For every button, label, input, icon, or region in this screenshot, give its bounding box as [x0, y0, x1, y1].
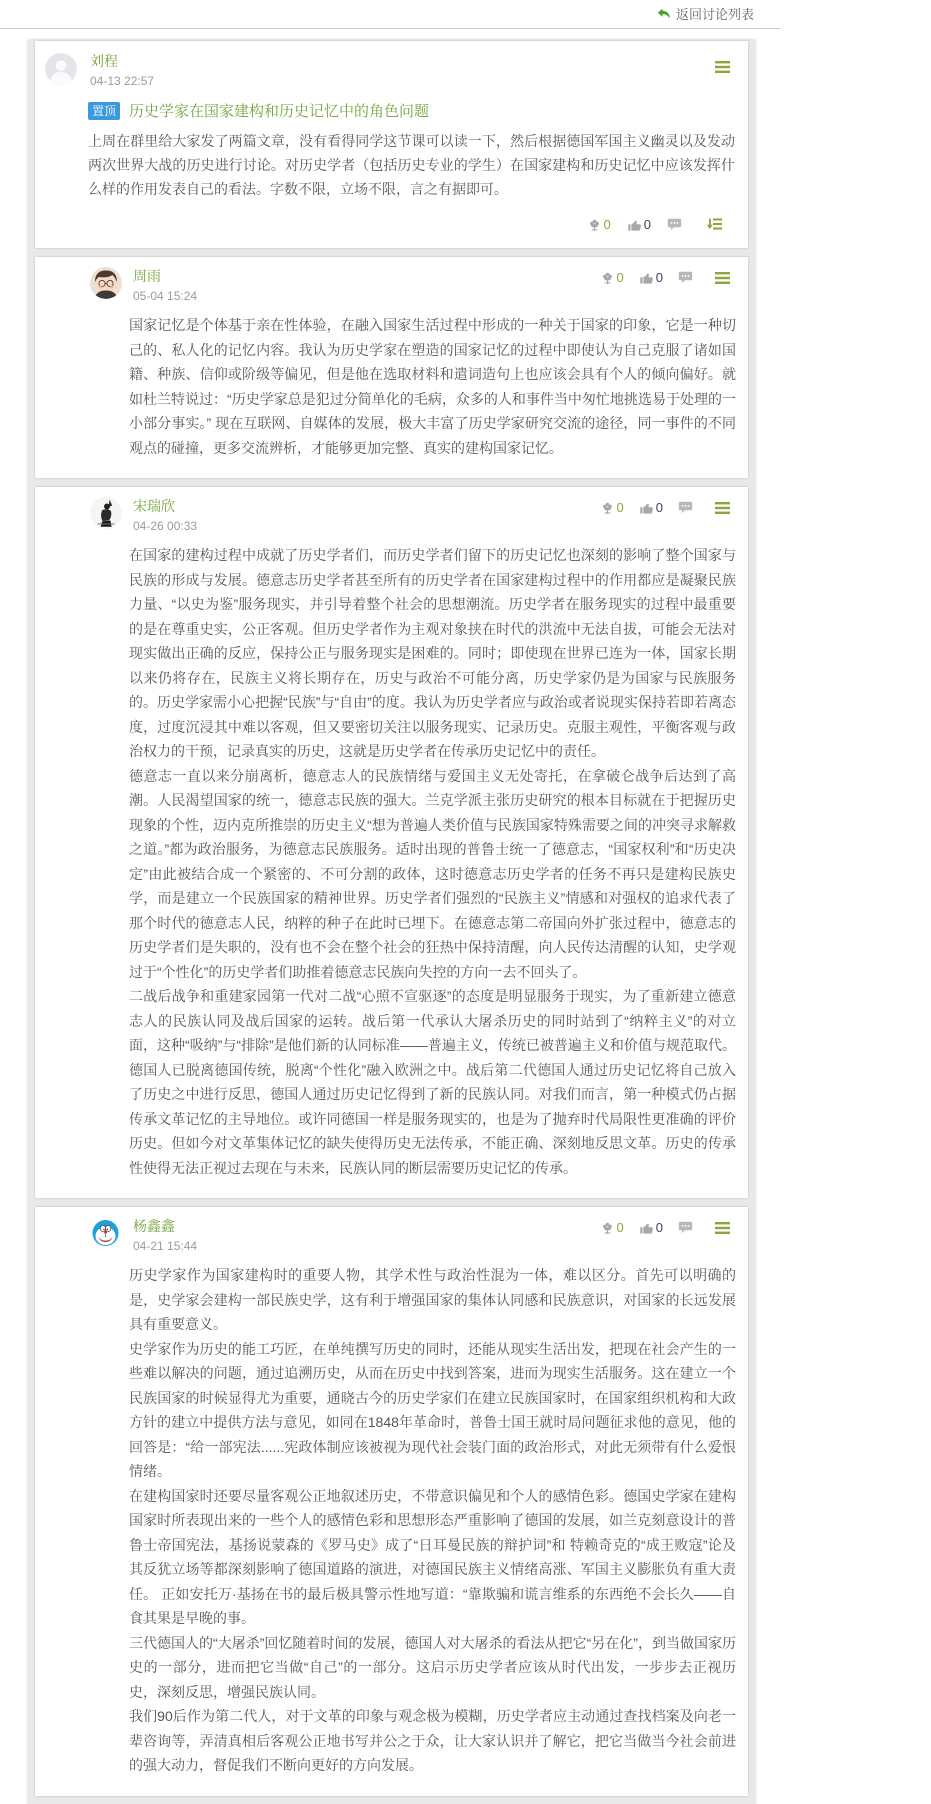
post-paragraph: 国家记忆是个体基于亲在性体验，在融入国家生活过程中形成的一种关于国家的印象，它是一种切己的、私人化的记忆内容。我认为历史学家在塑造的国家记忆的过程中即使认为自己克服了诸如国籍、种族、信仰或阶级等偏见，但是他在选取材料和遣词造句上也应该会具有个人的倾向偏好。就如杜兰特说过：“历史学家总是犯过分简单化的毛病，众多的人和事件当中匆忙地挑选易于处理的一小部分事实。” 现在互联网、自媒体的发展，极大丰富了历史学家研究交流的途径，同一事件的不同观点的碰撞，更多交流辨析，才能够更加完整、真实的建构国家记忆。 [129, 317, 736, 456]
hamburger-icon [715, 61, 730, 73]
post-date: 05-04 15:24 [133, 289, 198, 303]
post-body [88, 129, 735, 201]
reply-actions [601, 500, 730, 515]
post-meta [90, 53, 740, 88]
post-body [129, 1263, 736, 1778]
title-row [88, 100, 740, 121]
reply-actions [601, 270, 730, 285]
blue-cat-avatar [90, 1217, 122, 1249]
reply-arrow-icon [657, 8, 671, 20]
post-menu-button[interactable] [715, 272, 730, 284]
flower-icon [601, 501, 614, 515]
hamburger-icon [715, 502, 730, 514]
thumbs-up-icon [639, 501, 653, 514]
author-name[interactable]: 杨鑫鑫 [133, 1218, 175, 1234]
like-button[interactable] [639, 1220, 663, 1235]
post-paragraph: 在建构国家时还要尽量客观公正地叙述历史，不带意识偏见和个人的感情色彩。德国史学家在建构国家时所表现出来的一些个人的感情色彩和思想形态严重影响了德国的发展，如兰克刻意设计的普鲁士帝国宪法，基扬说蒙森的《罗马史》成了“日耳曼民族的辩护词”和 特赖奇克的“成王败寇”论及其反犹立场等都深刻影响了德国道路的演进，对德国民族主义情绪高涨、军国主义膨胀负有重大责任。 正如安托万·基扬在书的最后极具警示性地写道：“靠欺骗和谎言维系的东西绝不会长久——自食其果是早晚的事。 [129, 1487, 736, 1626]
flower-button[interactable] [601, 500, 624, 515]
hamburger-icon [715, 1222, 730, 1234]
post-menu-button[interactable] [715, 1222, 730, 1234]
post-body [129, 313, 736, 460]
flower-icon [588, 218, 601, 232]
post-paragraph: 三代德国人的“大屠杀”回忆随着时间的发展，德国人对大屠杀的看法从把它“另在化”，到当做国家历史的一部分，进而把它当做“自己”的一部分。这启示历史学者应该从时代出发，一步步去正视历史，深刻反思，增强民族认同。 [129, 1634, 736, 1700]
post-paragraph: 在国家的建构过程中成就了历史学者们，而历史学者们留下的历史记忆也深刻的影响了整个国家与民族的形成与发展。德意志历史学者甚至所有的历史学者在国家建构过程中的作用都应是凝聚民族力量、“以史为鉴”服务现实，并引导着整个社会的思想潮流。历史学者在服务现实的过程中最重要的是在尊重史实，公正客观。但历史学者作为主观对象挟在时代的洪流中无法自拔，可能会无法对现实做出正确的反应，保持公正与服务现实是困难的。同时；即使现在世界已连为一体，国家长期以来仍将存在，民族主义将长期存在，历史与政治不可能分离，历史学家仍是为国家与民族服务的。历史学家需小心把握“民族”与“自由”的度。我认为历史学者应与政治或者说现实保持若即若离态度，过度沉浸其中难以客观，但又要密切关注以服务现实、记录历史。克服主观性，平衡客观与政治权力的干预，记录真实的历史，这就是历史学者在传承历史记忆中的责任。 [129, 547, 736, 759]
thumbs-up-icon [639, 1221, 653, 1234]
flower-count: 0 [603, 217, 611, 232]
avatar[interactable] [45, 53, 77, 85]
reply-post [35, 257, 748, 478]
main-post [35, 41, 748, 248]
like-count: 0 [655, 270, 663, 285]
reply-post [35, 487, 748, 1198]
thumbs-up-icon [639, 271, 653, 284]
post-footer [35, 201, 740, 234]
post-body [129, 543, 736, 1180]
cartoon-boy-avatar [90, 267, 122, 299]
post-paragraph: 二战后战争和重建家园第一代对二战“心照不宣驱逐”的态度是明显服务于现实，为了重新建立德意志人的民族认同及战后国家的运转。战后第一代承认大屠杀历史的同时站到了“纳粹主义”的对立面，这种“吸纳”与“排除”是他们新的认同标准——普遍主义，传统已被普遍主义和价值与规范取代。德国人已脱离德国传统，脱离“个性化”融入欧洲之中。战后第二代德国人通过历史记忆将自己放入了历史之中进行反思，德国人通过历史记忆得到了新的民族认同。对我们而言，第一种模式仍占据传承文革记忆的主导地位。或许同德国一样是服务现实的，也是为了抛弃时代局限性更准确的评价历史。但如今对文革集体记忆的缺失使得历史无法传承，不能正确、深刻地反思文革。历史的传承性使得无法正视过去现在与未来，民族认同的断层需要历史记忆的传承。 [129, 988, 736, 1176]
pinned-badge: 置顶 [88, 102, 120, 120]
flower-icon [601, 1221, 614, 1235]
flower-count: 0 [616, 500, 624, 515]
author-name[interactable]: 周雨 [133, 268, 161, 284]
like-count: 0 [655, 500, 663, 515]
hamburger-icon [715, 272, 730, 284]
back-link-label: 返回讨论列表 [675, 7, 754, 22]
like-button[interactable] [639, 270, 663, 285]
like-count: 0 [643, 217, 651, 232]
post-paragraph: 历史学家作为国家建构时的重要人物，其学术性与政治性混为一体，难以区分。首先可以明确的是，史学家会建构一部民族史学，这有利于增强国家的集体认同感和民族意识，对国家的长远发展具有重要意义。 [129, 1267, 736, 1332]
post-menu-button[interactable] [715, 61, 730, 73]
flower-button[interactable] [601, 1220, 624, 1235]
flower-count: 0 [616, 1220, 624, 1235]
like-button[interactable] [627, 217, 651, 232]
post-menu-button[interactable] [715, 502, 730, 514]
post-title: 历史学家在国家建构和历史记忆中的角色问题 [129, 103, 430, 120]
default-user-icon [45, 53, 77, 85]
post-paragraph: 我们90后作为第二代人，对于文革的印象与观念极为模糊，历史学者应主动通过查找档案及向老一辈咨询等，弄清真相后客观公正地书写并公之于众，让大家认识并了解它，把它当做当今社会前进的强大动力，督促我们不断向更好的方向发展。 [129, 1708, 736, 1773]
comment-bubble-icon[interactable] [678, 271, 693, 284]
post-paragraph: 史学家作为历史的能工巧匠，在单纯撰写历史的同时，还能从现实生活出发，把现在社会产生的一些难以解决的问题，通过追溯历史，从而在历史中找到答案，进而为现实生活服务。这在建立一个民族国家的时候显得尤为重要，通晓古今的历史学家们在建立民族国家时，在国家组织机构和大政方针的建立中提供方法与意见，如同在1848年革命时，普鲁士国王就时局问题征求他的意见，他的回答是：“给一部宪法......宪政体制应该被视为现代社会装门面的政治形式，对此无须带有什么爱恨情绪。 [129, 1340, 736, 1479]
post-paragraph: 德意志一直以来分崩离析，德意志人的民族情绪与爱国主义无处寄托，在拿破仑战争后达到了高潮。人民渴望国家的统一，德意志民族的强大。兰克学派主张历史研究的根本目标就在于把握历史现象的个性，迈内克所推崇的历史主义“想为普遍人类价值与民族国家特殊需要之间的冲突寻求解救之道。”都为政治服务，为德意志民族服务。适时出现的普鲁士统一了德意志，“国家权利”和“历史决定”由此被结合成一个紧密的、不可分割的政体，这时德意志历史学者的任务不再只是建构民族史学，而是建立一个民族国家的精神世界。历史学者们强烈的“民族主义”情感和对强权的追求代表了那个时代的德意志人民，纳粹的种子在此时已埋下。在德意志第二帝国向外扩张过程中，德意志的历史学者们是失职的，没有也不会在整个社会的狂热中保持清醒，向人民传达清醒的认知，史学观过于“个性化”的历史学者们助推着德意志民族向失控的方向一去不回头了。 [129, 767, 736, 980]
reply-post [35, 1207, 748, 1796]
reply-actions [601, 1220, 730, 1235]
post-paragraph: 上周在群里给大家发了两篇文章，没有看得同学这节课可以读一下，然后根据德国军国主义幽灵以及发动两次世界大战的历史进行讨论。对历史学者（包括历史专业的学生）在国家建构和历史记忆中应该发挥什么样的作用发表自己的看法。字数不限，立场不限，言之有据即可。 [88, 133, 735, 197]
avatar[interactable] [90, 267, 122, 299]
flower-button[interactable] [601, 270, 624, 285]
avatar[interactable] [90, 1217, 122, 1249]
post-date: 04-26 00:33 [133, 519, 198, 533]
like-button[interactable] [639, 500, 663, 515]
sketch-figure-avatar [90, 497, 122, 529]
comment-bubble-icon[interactable] [667, 218, 682, 231]
post-date: 04-21 15:44 [133, 1239, 198, 1253]
thread-container [28, 39, 755, 1804]
author-name[interactable]: 宋瑞欣 [133, 498, 175, 514]
back-to-list-link[interactable] [657, 4, 754, 23]
author-name[interactable]: 刘程 [90, 53, 118, 69]
post-date: 04-13 22:57 [90, 74, 155, 88]
indent-arrow-icon [706, 218, 722, 231]
comment-bubble-icon[interactable] [678, 1221, 693, 1234]
comment-bubble-icon[interactable] [678, 501, 693, 514]
topbar [0, 0, 780, 29]
flower-count: 0 [616, 270, 624, 285]
jump-to-replies-button[interactable] [706, 218, 722, 231]
like-count: 0 [655, 1220, 663, 1235]
thumbs-up-icon [627, 218, 641, 231]
avatar[interactable] [90, 497, 122, 529]
flower-icon [601, 271, 614, 285]
flower-button[interactable] [588, 217, 611, 232]
